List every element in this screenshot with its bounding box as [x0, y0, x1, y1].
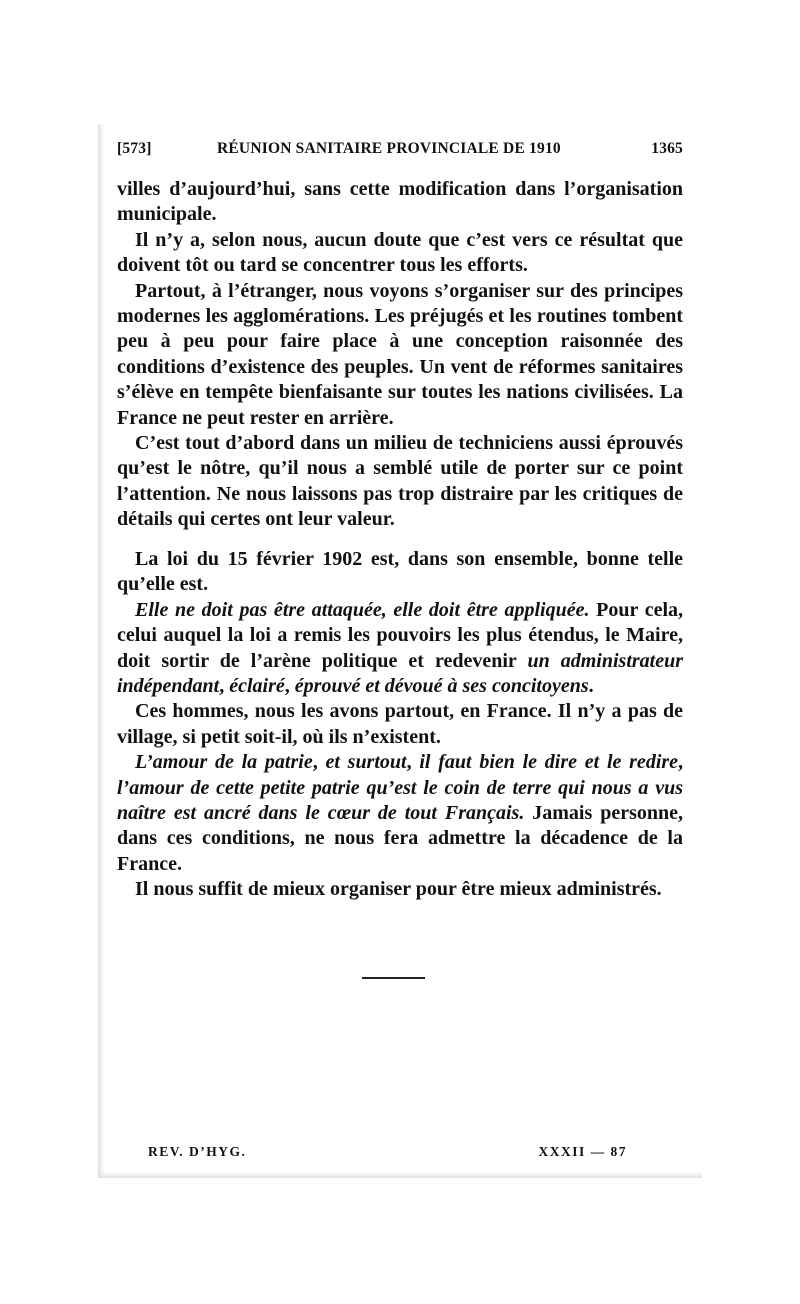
italic-phrase: un administrateur indépendant [117, 649, 683, 698]
paragraph-continuation: villes d’aujourd’hui, sans cette modification dans l’organisation municipale. [117, 178, 683, 226]
text-run: , [284, 675, 295, 698]
paragraph-abroad: Partout, à l’étranger, nous voyons s’organiser sur des principes modernes les agglomérations. Les préjugés et les routines tombent peu à peu pour faire place à une conception raisonnée des conditions d’existence des peuples. Un vent de réformes sanitaires s’élève en tempête bienfaisante sur toutes les nations civilisées. La France ne peut rester en arrière. [117, 279, 683, 429]
running-header [117, 140, 683, 164]
journal-abbrev: REV. D’HYG. [148, 1144, 247, 1159]
italic-phrase: et surtout [325, 751, 407, 774]
paragraph-result: Il n’y a, selon nous, aucun doute que c’est vers ce résultat que doivent tôt ou tard se concentrer tous les efforts. [117, 228, 683, 277]
italic-phrase: l’amour de cette petite patrie qu’est le coin de terre qui nous a vus naître est ancré dans le cœur de tout Français. [117, 776, 683, 825]
text-run: , [219, 675, 230, 698]
text-run: , [312, 751, 326, 774]
paragraph-love [117, 750, 683, 877]
section-number: [573] [117, 140, 152, 157]
italic-phrase: Elle ne doit pas être attaquée, elle doit être appliquée. [135, 598, 590, 621]
paragraph-law: La loi du 15 février 1902 est, dans son ensemble, bonne telle qu’elle est. [117, 548, 683, 596]
italic-phrase: éprouvé et dévoué à ses concitoyens [294, 675, 589, 698]
body-text-top [117, 177, 683, 533]
paragraph-final: Il nous suffit de mieux organiser pour être mieux administrés. [135, 878, 662, 901]
page-number: 1365 [651, 140, 683, 157]
text-run: Jamais personne, dans ces conditions, ne nous fera admettre la décadence de la France. [117, 802, 683, 875]
page-footer [117, 1144, 683, 1166]
italic-phrase: L’amour de la patrie [135, 751, 313, 774]
italic-phrase: il faut bien le dire et le redire [419, 751, 679, 774]
text-run: . [588, 675, 594, 698]
paragraph-men: Ces hommes, nous les avons partout, en France. Il n’y a pas de village, si petit soit-il, où ils n’existent. [117, 700, 683, 748]
text-run: , [678, 751, 684, 774]
paragraph-apply [117, 598, 683, 700]
text-run: , [406, 751, 420, 774]
end-rule [362, 977, 425, 979]
italic-phrase: éclairé [229, 675, 285, 698]
signature-mark: XXXII — 87 [538, 1144, 627, 1159]
running-title: RÉUNION SANITAIRE PROVINCIALE DE 1910 [217, 140, 561, 157]
text-run: Pour cela, celui auquel la loi a remis les pouvoirs les plus étendus, le Maire, doit sortir de l’arène politique et redevenir [117, 598, 684, 672]
body-text-conclusion [117, 547, 683, 903]
paragraph-technicians: C’est tout d’abord dans un milieu de techniciens aussi éprouvés qu’est le nôtre, qu’il nous a semblé utile de porter sur ce point l’attention. Ne nous laissons pas trop distraire par les critiques de détails qui certes ont leur valeur. [117, 432, 683, 531]
